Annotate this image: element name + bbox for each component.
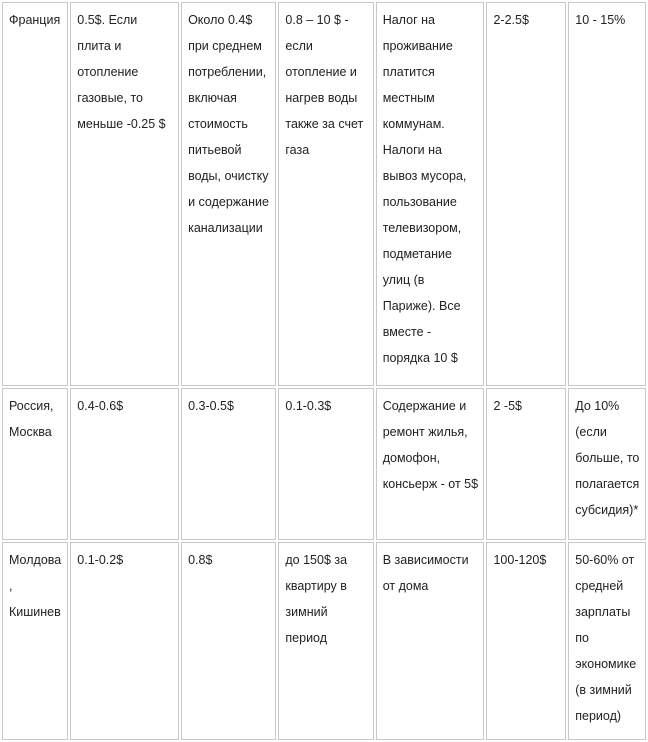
table-cell: 0.3-0.5$ — [181, 388, 276, 540]
table-cell: Содержание и ремонт жилья, домофон, консьерж - от 5$ — [376, 388, 485, 540]
table-cell: В зависимости от дома — [376, 542, 485, 740]
table-row-russia — [2, 388, 646, 540]
table-cell: Около 0.4$ при среднем потреблении, включая стоимость питьевой воды, очистку и содержание канализации — [181, 2, 276, 386]
table-cell: 0.1-0.2$ — [70, 542, 179, 740]
country-cell: Молдова, Кишинев — [2, 542, 68, 740]
table-cell: 0.8 – 10 $ - если отопление и нагрев воды также за счет газа — [278, 2, 373, 386]
table-cell: 0.8$ — [181, 542, 276, 740]
table-cell: до 150$ за квартиру в зимний период — [278, 542, 373, 740]
table-cell: 100-120$ — [486, 542, 566, 740]
table-cell: 0.4-0.6$ — [70, 388, 179, 540]
table-row-france — [2, 2, 646, 386]
table-cell: 50-60% от средней зарплаты по экономике (в зимний период) — [568, 542, 646, 740]
table-row-moldova — [2, 542, 646, 740]
country-cell: Франция — [2, 2, 68, 386]
table-cell: Налог на проживание платится местным коммунам. Налоги на вывоз мусора, пользование телевизором, подметание улиц (в Париже). Все вместе - порядка 10 $ — [376, 2, 485, 386]
country-cell: Россия, Москва — [2, 388, 68, 540]
table-cell: 0.5$. Если плита и отопление газовые, то меньше -0.25 $ — [70, 2, 179, 386]
table-cell: 2 -5$ — [486, 388, 566, 540]
table-cell: 0.1-0.3$ — [278, 388, 373, 540]
table-cell: 10 - 15% — [568, 2, 646, 386]
table-cell: До 10% (если больше, то полагается субсидия)* — [568, 388, 646, 540]
table-cell: 2-2.5$ — [486, 2, 566, 386]
